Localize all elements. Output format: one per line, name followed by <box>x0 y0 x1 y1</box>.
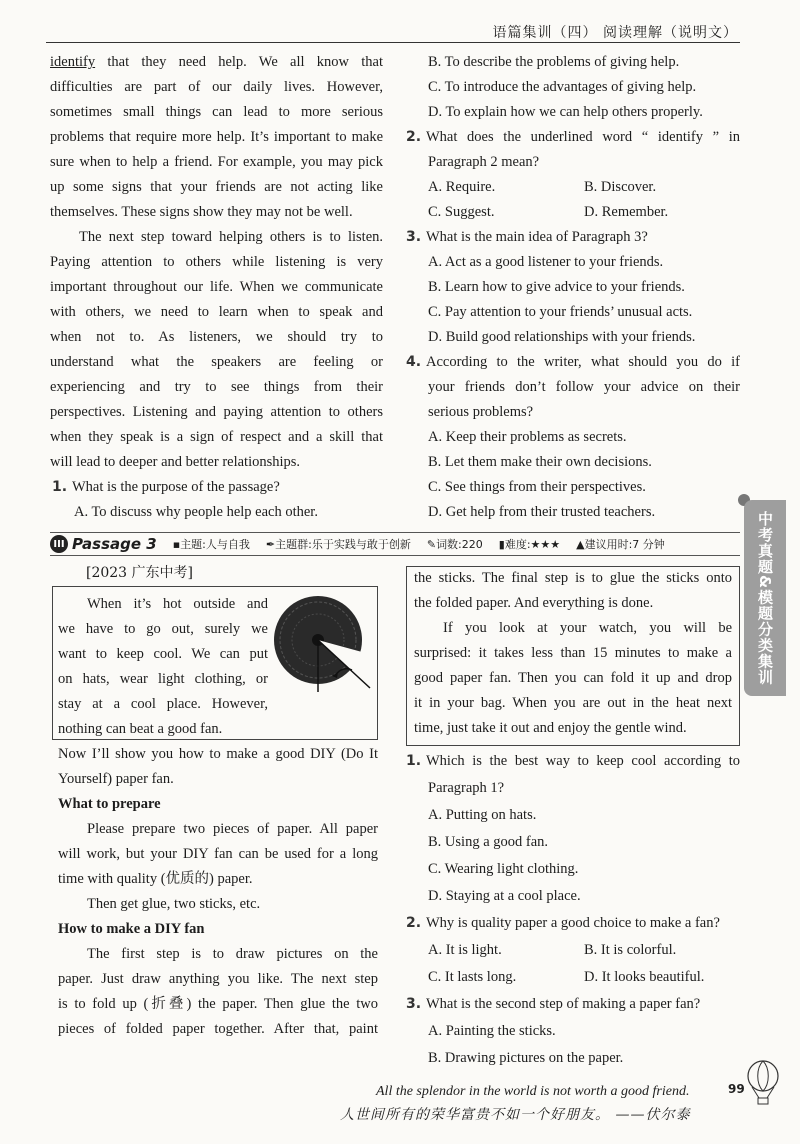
question-number: 2. <box>406 915 422 931</box>
text-line: Yourself) paper fan. <box>58 771 174 787</box>
option-row <box>404 200 740 225</box>
question-3 <box>404 991 740 1018</box>
text-line: up some signs that your friends are not acting like <box>50 179 383 195</box>
option-b[interactable]: B. Using a good fan. <box>428 834 549 850</box>
option-a[interactable]: A. Painting the sticks. <box>428 1023 556 1039</box>
option-d[interactable]: D. It looks beautiful. <box>584 969 705 985</box>
option-row <box>404 937 740 964</box>
question-1 <box>404 748 740 775</box>
question-2 <box>404 125 740 150</box>
text-line: the folded paper. And everything is done. <box>414 595 654 611</box>
question-stem-cont: your friends don’t follow your advice on their <box>428 379 740 395</box>
time-tag <box>576 536 665 552</box>
option-b[interactable]: B. To describe the problems of giving help. <box>428 54 680 70</box>
text-line: on hats, wear light clothing, or <box>58 671 268 687</box>
text-line: understand what the speakers are feeling or <box>50 354 383 370</box>
question-stem-cont: Paragraph 1? <box>428 780 505 796</box>
footer-quote-cn: 人世间所有的荣华富贵不如一个好朋友。 ——伏尔泰 <box>340 1107 691 1123</box>
source-label: [2023 广东中考] <box>86 565 194 581</box>
text-line: The next step toward helping others is to listen. <box>79 229 383 245</box>
text-line: good paper fan. Then you can fold it up and drop <box>414 670 732 686</box>
text-line: sure when to help a friend. For example, you may pick <box>50 154 383 170</box>
roman-numeral-badge: III <box>50 535 68 553</box>
option-b[interactable]: B. Discover. <box>584 179 657 195</box>
option-d[interactable]: D. Staying at a cool place. <box>428 888 581 904</box>
text-line <box>50 50 383 75</box>
option-c[interactable]: C. Pay attention to your friends’ unusual acts. <box>428 304 693 320</box>
passage-banner <box>50 532 740 556</box>
question-stem-cont: Paragraph 2 mean? <box>428 154 540 170</box>
option-a[interactable]: A. Putting on hats. <box>428 807 537 823</box>
passage3-left-column <box>58 742 378 1042</box>
question-4 <box>404 350 740 375</box>
option-d[interactable]: D. Get help from their trusted teachers. <box>428 504 656 520</box>
option-c[interactable]: C. See things from their perspectives. <box>428 479 646 495</box>
text-line: experiencing and try to see things from their <box>50 379 383 395</box>
text-line: it in your bag. When you are out in the heat next <box>414 695 732 711</box>
text-line: themselves. These signs show they may not be well. <box>50 204 353 220</box>
option-a[interactable]: A. It is light. <box>428 942 502 958</box>
intro-box-text <box>58 592 268 742</box>
passage2-right-column <box>404 50 740 525</box>
option-a[interactable]: A. Keep their problems as secrets. <box>428 429 627 445</box>
words-text: 词数:220 <box>436 538 483 551</box>
text-line: Now I’ll show you how to make a good DIY (Do It <box>58 746 378 762</box>
option-row <box>404 175 740 200</box>
text-line: stay at a cool place. However, <box>58 696 268 712</box>
theme-text: 主题:人与自我 <box>180 538 250 551</box>
option-b[interactable]: B. Drawing pictures on the paper. <box>428 1050 624 1066</box>
continuation-box-text <box>414 566 732 741</box>
question-stem: What is the main idea of Paragraph 3? <box>426 229 648 245</box>
paper-fan-illustration <box>268 592 378 692</box>
text-line: sometimes small things can lead to more serious <box>50 104 383 120</box>
option-b[interactable]: B. Let them make their own decisions. <box>428 454 652 470</box>
text-line: want to keep cool. We can put <box>58 646 268 662</box>
option-c[interactable]: C. Wearing light clothing. <box>428 861 579 877</box>
question-stem: What is the purpose of the passage? <box>72 479 280 495</box>
text-line: Please prepare two pieces of paper. All paper <box>87 821 378 837</box>
question-stem: What does the underlined word “ identify ” in <box>426 129 740 145</box>
text-line: will lead to deeper and better relationships. <box>50 454 301 470</box>
question-1 <box>50 475 383 500</box>
passage3-questions <box>404 748 740 1072</box>
option-d[interactable]: D. Remember. <box>584 204 669 220</box>
words-tag <box>427 536 483 552</box>
text-line: Then get glue, two sticks, etc. <box>87 896 261 912</box>
bookmark-icon: ▲ <box>576 538 585 551</box>
underlined-word: identify <box>50 54 96 70</box>
text-line: with others, we need to learn when to speak and <box>50 304 383 320</box>
text-line: the sticks. The final step is to glue the sticks onto <box>414 570 732 586</box>
text-line: we have to go out, surely we <box>58 621 268 637</box>
text-line: when not to. As listeners, we should try to <box>50 329 383 345</box>
text-line: problems that require more help. It’s important to make <box>50 129 383 145</box>
question-number: 4. <box>406 354 422 370</box>
difficulty-text: 难度:★★★ <box>504 538 561 551</box>
option-a[interactable]: A. To discuss why people help each other. <box>74 504 318 520</box>
header-rule <box>46 42 740 43</box>
option-a[interactable]: A. Act as a good listener to your friends. <box>428 254 664 270</box>
question-number: 3. <box>406 996 422 1012</box>
hot-air-balloon-icon <box>746 1060 780 1106</box>
section-heading: How to make a DIY fan <box>58 921 205 937</box>
option-d[interactable]: D. Build good relationships with your friends. <box>428 329 696 345</box>
group-tag <box>266 536 411 552</box>
text-line: When it’s hot outside and <box>87 596 268 612</box>
option-a[interactable]: A. Require. <box>428 179 496 195</box>
question-3 <box>404 225 740 250</box>
text-line: nothing can beat a good fan. <box>58 721 223 737</box>
option-c[interactable]: C. It lasts long. <box>428 969 517 985</box>
text-line: Paying attention to others while listening is very <box>50 254 383 270</box>
difficulty-tag <box>499 536 560 552</box>
text-line: time with quality (优质的) paper. <box>58 871 253 887</box>
passage-label: Passage 3 <box>72 535 157 553</box>
text-line: is to fold up (折叠) the paper. Then glue the two <box>58 996 378 1012</box>
side-tab: 中考真题&模题分类集训 <box>744 500 786 696</box>
option-d[interactable]: D. To explain how we can help others properly. <box>428 104 703 120</box>
text-fragment: that they need help. We all know that <box>95 54 383 70</box>
option-b[interactable]: B. It is colorful. <box>584 942 677 958</box>
time-text: 建议用时:7 分钟 <box>584 538 665 551</box>
text-line: time, just take it out and enjoy the gentle wind. <box>414 720 687 736</box>
option-c[interactable]: C. To introduce the advantages of giving help. <box>428 79 697 95</box>
text-line: perspectives. Listening and paying attention to others <box>50 404 383 420</box>
text-line: If you look at your watch, you will be <box>443 620 732 636</box>
text-line: The first step is to draw pictures on the <box>87 946 378 962</box>
question-number: 1. <box>52 479 68 495</box>
section-heading: What to prepare <box>58 796 161 812</box>
passage-badge <box>50 535 157 553</box>
pen-icon: ✎ <box>426 538 437 551</box>
theme-tag <box>173 536 250 552</box>
question-stem: Why is quality paper a good choice to make a fan? <box>426 915 720 931</box>
passage2-left-column <box>50 50 383 525</box>
tag-icon: ▪ <box>172 538 181 551</box>
text-line: when they speak is a sign of respect and a skill that <box>50 429 383 445</box>
option-b[interactable]: B. Learn how to give advice to your friends. <box>428 279 685 295</box>
question-stem: What is the second step of making a paper fan? <box>426 996 701 1012</box>
pen-icon: ✒ <box>265 538 276 551</box>
text-line: important throughout our life. When we communicate <box>50 279 383 295</box>
option-c[interactable]: C. Suggest. <box>428 204 495 220</box>
question-stem: According to the writer, what should you do if <box>426 354 740 370</box>
question-stem-cont: serious problems? <box>428 404 534 420</box>
text-line: pieces of folded paper together. After that, paint <box>58 1021 378 1037</box>
text-line: will work, but your DIY fan can be used for a long <box>58 846 378 862</box>
page-number: 99 <box>728 1082 745 1096</box>
chart-icon: ▮ <box>498 538 505 551</box>
group-text: 主题群:乐于实践与敢于创新 <box>275 538 411 551</box>
question-stem: Which is the best way to keep cool according to <box>426 753 740 769</box>
text-line: paper. Just draw anything you like. The next step <box>58 971 378 987</box>
question-2 <box>404 910 740 937</box>
running-header: 语篇集训（四） 阅读理解（说明文） <box>492 25 738 41</box>
question-number: 3. <box>406 229 422 245</box>
text-line: surprised: it takes less than 15 minutes to make a <box>414 645 732 661</box>
question-number: 1. <box>406 753 422 769</box>
footer-quote-en: All the splendor in the world is not worth a good friend. <box>376 1084 690 1099</box>
question-number: 2. <box>406 129 422 145</box>
text-line: difficulties are part of our daily lives. However, <box>50 79 383 95</box>
option-row <box>404 964 740 991</box>
